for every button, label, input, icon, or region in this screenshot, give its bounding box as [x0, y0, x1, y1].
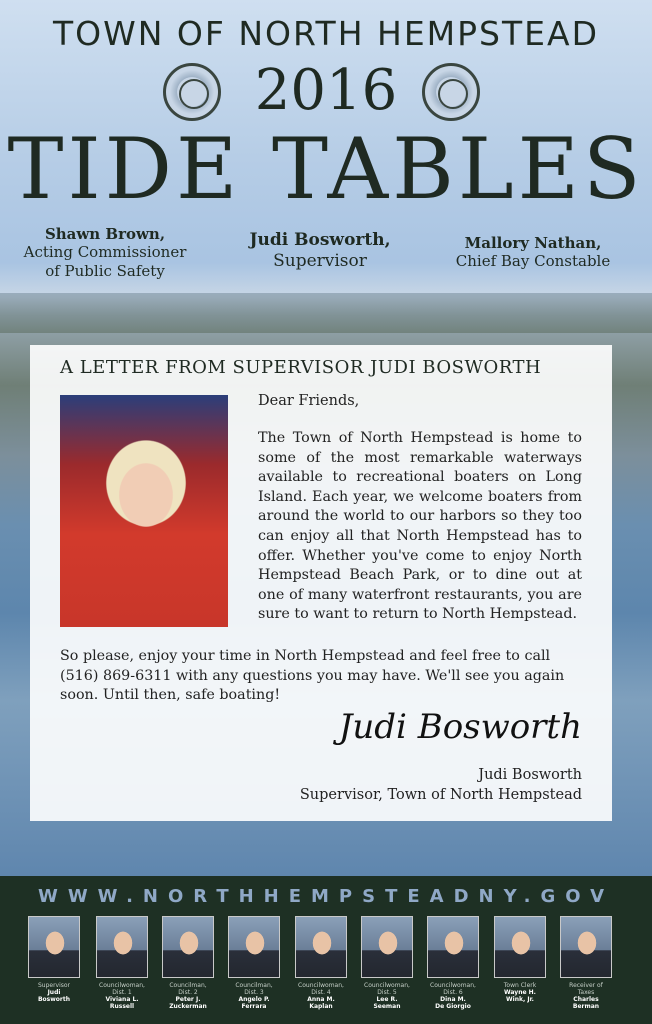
official-name: Judi Bosworth,: [249, 230, 391, 250]
website-link[interactable]: WWW.NORTHHEMPSTEADNY.GOV: [37, 886, 615, 907]
official-name: Shawn Brown,: [44, 225, 166, 243]
member-role: Councilwoman, Dist. 1: [99, 982, 145, 996]
member-name: Wayne H.: [504, 989, 536, 996]
supervisor-letter: [30, 345, 612, 821]
member-role: Councilwoman, Dist. 4: [298, 982, 344, 996]
board-member: [96, 916, 148, 1010]
member-name: Wink, Jr.: [506, 996, 534, 1003]
member-name: Angelo P.: [238, 996, 270, 1003]
member-photo: [228, 916, 280, 978]
member-role: Councilwoman, Dist. 5: [364, 982, 410, 996]
town-seal-icon: [422, 63, 480, 121]
letter-heading: A LETTER FROM SUPERVISOR JUDI BOSWORTH: [60, 357, 542, 378]
member-photo: [28, 916, 80, 978]
member-name: Charles: [573, 996, 599, 1003]
member-photo: [295, 916, 347, 978]
footer: [0, 876, 652, 1024]
official-judi-bosworth: [230, 230, 410, 272]
shoreline-hills: [0, 293, 652, 333]
member-name: Judi: [47, 989, 61, 996]
member-name: Seeman: [373, 1003, 401, 1010]
official-shawn-brown: [15, 225, 195, 281]
board-members: [28, 916, 624, 1020]
member-name: Bosworth: [37, 996, 71, 1003]
year-heading: 2016: [254, 58, 398, 123]
member-name: Anna M.: [307, 996, 335, 1003]
official-role: Supervisor: [273, 251, 367, 271]
member-photo: [162, 916, 214, 978]
official-role: of Public Safety: [45, 262, 165, 280]
member-name: Kaplan: [309, 1003, 333, 1010]
tide-tables-title: TIDE TABLES: [7, 120, 645, 218]
board-member: [494, 916, 546, 1003]
member-name: Peter J.: [175, 996, 201, 1003]
signer-name: Judi Bosworth: [478, 767, 582, 783]
member-name: Viviana L.: [105, 996, 139, 1003]
board-member: [361, 916, 413, 1010]
town-name-heading: TOWN OF NORTH HEMPSTEAD: [52, 14, 599, 53]
member-role: Councilman, Dist. 3: [235, 982, 273, 996]
board-member: [162, 916, 214, 1010]
member-photo: [427, 916, 479, 978]
official-role: Acting Commissioner: [23, 243, 187, 261]
board-member: [560, 916, 612, 1010]
supervisor-photo: [60, 395, 228, 627]
member-photo: [361, 916, 413, 978]
official-mallory-nathan: [448, 234, 618, 271]
official-name: Mallory Nathan,: [464, 234, 602, 252]
member-role: Receiver of Taxes: [569, 982, 603, 996]
member-name: De Giorgio: [435, 1003, 471, 1010]
member-role: Town Clerk: [503, 982, 537, 989]
letter-greeting: Dear Friends,: [258, 393, 360, 409]
member-photo: [494, 916, 546, 978]
letter-paragraph: So please, enjoy your time in North Hempstead and feel free to call (516) 869-6311 with any questions you may have. We'll see you again soon. Until then, safe boating!: [60, 648, 565, 704]
signer-title: Supervisor, Town of North Hempstead: [299, 787, 582, 803]
member-photo: [96, 916, 148, 978]
official-role: Chief Bay Constable: [455, 252, 611, 270]
board-member: [427, 916, 479, 1010]
board-member: [228, 916, 280, 1010]
letter-paragraph: The Town of North Hempstead is home to some of the most remarkable waterways available to recreational boaters on Long Island. Each year, we welcome boaters from around the world to our harbors so they too can enjoy all that North Hempstead has to offer. Whether you've come to enjoy North Hempstead Beach Park, or to dine out at one of many waterfront restaurants, you are sure to want to return to North Hempstead.: [258, 430, 582, 623]
member-name: Ferrara: [241, 1003, 267, 1010]
member-name: Dina M.: [440, 996, 466, 1003]
member-role: Supervisor: [37, 982, 71, 989]
member-name: Russell: [109, 1003, 135, 1010]
member-name: Berman: [572, 1003, 600, 1010]
member-name: Lee R.: [376, 996, 398, 1003]
board-member: [28, 916, 80, 1003]
member-photo: [560, 916, 612, 978]
signature: Judi Bosworth: [338, 707, 582, 747]
member-role: Councilwoman, Dist. 6: [430, 982, 476, 996]
member-name: Zuckerman: [169, 1003, 207, 1010]
board-member: [295, 916, 347, 1010]
member-role: Councilman, Dist. 2: [169, 982, 207, 996]
